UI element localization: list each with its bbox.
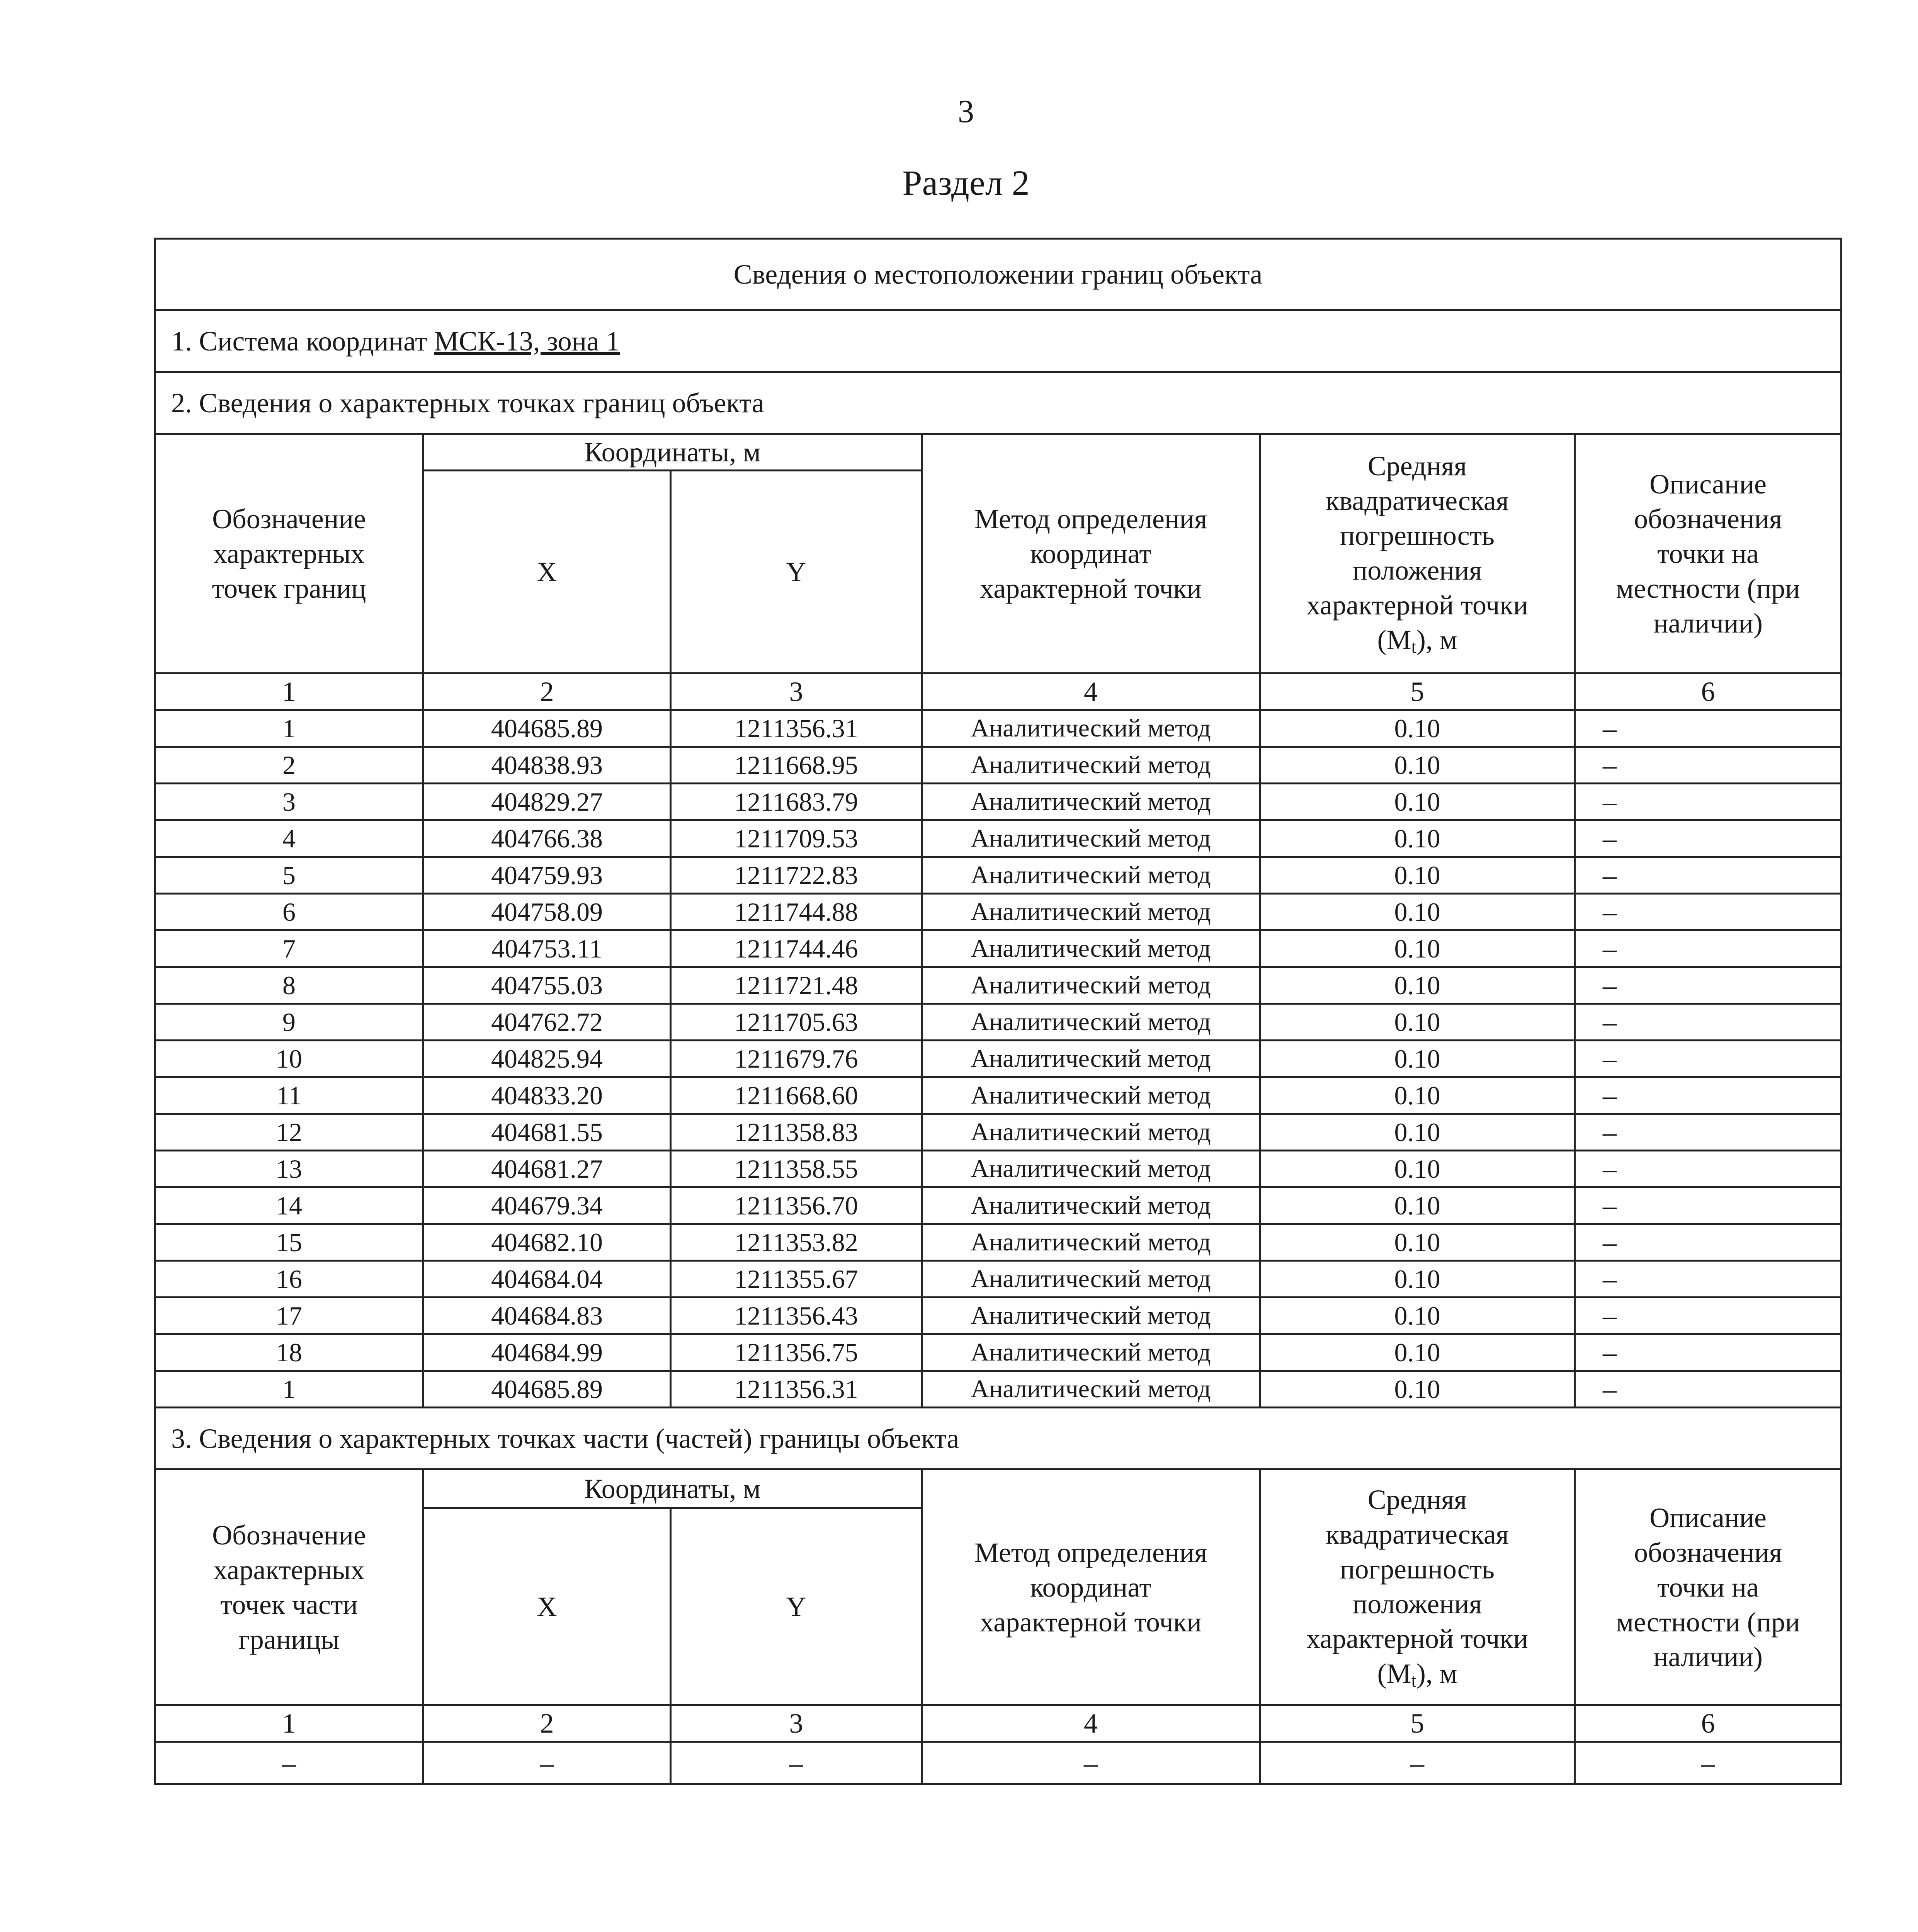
method-cell: Аналитический метод [922,820,1260,857]
method-cell: Аналитический метод [922,1298,1260,1334]
s2-col-error-unit: ), м [1416,624,1457,655]
s3-empty-cell: – [671,1742,922,1784]
x-cell: 404753.11 [423,930,671,967]
table-row [155,784,1841,820]
y-cell: 1211668.60 [671,1077,922,1114]
method-cell: Аналитический метод [922,1151,1260,1187]
point-cell: 1 [155,710,423,747]
method-cell: Аналитический метод [922,1077,1260,1114]
y-cell: 1211668.95 [671,747,922,784]
y-cell: 1211722.83 [671,857,922,894]
s3-column-numbers [155,1705,1841,1742]
coordinate-system [155,310,1841,372]
point-cell: 7 [155,930,423,967]
y-cell: 1211356.70 [671,1187,922,1224]
s3-col-y: Y [671,1508,922,1705]
x-cell: 404684.83 [423,1298,671,1334]
s3-empty-row [155,1742,1841,1784]
y-cell: 1211709.53 [671,820,922,857]
x-cell: 404684.99 [423,1334,671,1371]
description-cell: – [1575,1261,1841,1298]
table-row [155,930,1841,967]
coordinate-system-value: МСК-13, зона 1 [434,325,620,357]
table-row [155,820,1841,857]
s2-column-numbers [155,673,1841,710]
y-cell: 1211721.48 [671,967,922,1004]
description-cell: – [1575,710,1841,747]
y-cell: 1211356.31 [671,710,922,747]
method-cell: Аналитический метод [922,1041,1260,1077]
method-cell: Аналитический метод [922,967,1260,1004]
table-row [155,1077,1841,1114]
description-cell: – [1575,930,1841,967]
error-cell: 0.10 [1260,1004,1575,1041]
x-cell: 404755.03 [423,967,671,1004]
x-cell: 404825.94 [423,1041,671,1077]
error-cell: 0.10 [1260,820,1575,857]
s3-col-error-unit: ), м [1416,1658,1457,1689]
y-cell: 1211356.75 [671,1334,922,1371]
point-cell: 17 [155,1298,423,1334]
y-cell: 1211353.82 [671,1224,922,1261]
s2-col-coordinates: Координаты, м [423,434,922,471]
table-row [155,857,1841,894]
s2-col-method: Метод определения координат характерной точки [922,434,1260,673]
point-cell: 5 [155,857,423,894]
s2-colnum: 3 [671,673,922,710]
y-cell: 1211355.67 [671,1261,922,1298]
y-cell: 1211744.46 [671,930,922,967]
s3-empty-cell: – [423,1742,671,1784]
error-cell: 0.10 [1260,1334,1575,1371]
block-title: Сведения о местоположении границ объекта [155,239,1841,310]
point-cell: 16 [155,1261,423,1298]
description-cell: – [1575,1298,1841,1334]
description-cell: – [1575,1371,1841,1408]
s3-colnum: 1 [155,1705,423,1742]
x-cell: 404829.27 [423,784,671,820]
description-cell: – [1575,1151,1841,1187]
error-cell: 0.10 [1260,747,1575,784]
table-row [155,747,1841,784]
x-cell: 404758.09 [423,894,671,930]
method-cell: Аналитический метод [922,1224,1260,1261]
s2-col-error-text: Средняя квадратическая погрешность положения характерной точки (M [1306,450,1528,655]
description-cell: – [1575,967,1841,1004]
error-cell: 0.10 [1260,1114,1575,1151]
point-cell: 13 [155,1151,423,1187]
description-cell: – [1575,1041,1841,1077]
description-cell: – [1575,894,1841,930]
s3-col-x: X [423,1508,671,1705]
section2-title: 2. Сведения о характерных точках границ объекта [155,372,1841,434]
point-cell: 6 [155,894,423,930]
boundary-table [154,238,1842,1785]
table-row [155,894,1841,930]
point-cell: 1 [155,1371,423,1408]
s3-colnum: 4 [922,1705,1260,1742]
error-cell: 0.10 [1260,1151,1575,1187]
coordinate-system-prefix: 1. Система координат [171,325,434,357]
point-cell: 4 [155,820,423,857]
s2-col-error-sub: t [1411,636,1416,657]
s2-col-x: X [423,471,671,673]
table-row [155,1151,1841,1187]
x-cell: 404685.89 [423,710,671,747]
x-cell: 404766.38 [423,820,671,857]
error-cell: 0.10 [1260,1224,1575,1261]
y-cell: 1211358.55 [671,1151,922,1187]
s3-col-error-text: Средняя квадратическая погрешность положения характерной точки (M [1306,1484,1528,1689]
table-row [155,967,1841,1004]
method-cell: Аналитический метод [922,1187,1260,1224]
point-cell: 8 [155,967,423,1004]
x-cell: 404681.27 [423,1151,671,1187]
s3-empty-cell: – [922,1742,1260,1784]
description-cell: – [1575,784,1841,820]
s2-colnum: 2 [423,673,671,710]
method-cell: Аналитический метод [922,784,1260,820]
s3-empty-cell: – [1575,1742,1841,1784]
method-cell: Аналитический метод [922,857,1260,894]
y-cell: 1211744.88 [671,894,922,930]
x-cell: 404759.93 [423,857,671,894]
s3-col-error [1260,1469,1575,1705]
x-cell: 404684.04 [423,1261,671,1298]
x-cell: 404833.20 [423,1077,671,1114]
y-cell: 1211356.43 [671,1298,922,1334]
y-cell: 1211679.76 [671,1041,922,1077]
description-cell: – [1575,857,1841,894]
s2-colnum: 6 [1575,673,1841,710]
method-cell: Аналитический метод [922,1261,1260,1298]
error-cell: 0.10 [1260,1041,1575,1077]
error-cell: 0.10 [1260,1298,1575,1334]
method-cell: Аналитический метод [922,1004,1260,1041]
error-cell: 0.10 [1260,930,1575,967]
point-cell: 2 [155,747,423,784]
table-row [155,1371,1841,1408]
s3-col-error-sub: t [1411,1670,1416,1691]
point-cell: 12 [155,1114,423,1151]
section3-title: 3. Сведения о характерных точках части (частей) границы объекта [155,1408,1841,1469]
s2-colnum: 1 [155,673,423,710]
point-cell: 11 [155,1077,423,1114]
error-cell: 0.10 [1260,894,1575,930]
point-cell: 9 [155,1004,423,1041]
error-cell: 0.10 [1260,857,1575,894]
s3-colnum: 2 [423,1705,671,1742]
s2-colnum: 4 [922,673,1260,710]
method-cell: Аналитический метод [922,930,1260,967]
s2-col-description: Описание обозначения точки на местности (при наличии) [1575,434,1841,673]
s2-col-y: Y [671,471,922,673]
section-title: Раздел 2 [902,163,1030,202]
page-number: 3 [958,94,974,129]
description-cell: – [1575,1114,1841,1151]
error-cell: 0.10 [1260,1077,1575,1114]
x-cell: 404682.10 [423,1224,671,1261]
s3-empty-cell: – [155,1742,423,1784]
s3-col-coordinates: Координаты, м [423,1469,922,1508]
error-cell: 0.10 [1260,710,1575,747]
description-cell: – [1575,1334,1841,1371]
method-cell: Аналитический метод [922,1334,1260,1371]
y-cell: 1211358.83 [671,1114,922,1151]
point-cell: 10 [155,1041,423,1077]
table-row [155,1298,1841,1334]
table-row [155,1224,1841,1261]
error-cell: 0.10 [1260,784,1575,820]
s2-col-error [1260,434,1575,673]
point-cell: 18 [155,1334,423,1371]
point-cell: 15 [155,1224,423,1261]
s3-empty-cell: – [1260,1742,1575,1784]
method-cell: Аналитический метод [922,710,1260,747]
table-row [155,1114,1841,1151]
x-cell: 404838.93 [423,747,671,784]
s3-colnum: 3 [671,1705,922,1742]
y-cell: 1211705.63 [671,1004,922,1041]
description-cell: – [1575,1224,1841,1261]
description-cell: – [1575,1187,1841,1224]
description-cell: – [1575,1004,1841,1041]
method-cell: Аналитический метод [922,894,1260,930]
description-cell: – [1575,1077,1841,1114]
s2-col-designation: Обозначение характерных точек границ [155,434,423,673]
point-cell: 14 [155,1187,423,1224]
x-cell: 404679.34 [423,1187,671,1224]
s3-colnum: 5 [1260,1705,1575,1742]
table-row [155,1004,1841,1041]
description-cell: – [1575,747,1841,784]
method-cell: Аналитический метод [922,1371,1260,1408]
s3-col-method: Метод определения координат характерной точки [922,1469,1260,1705]
table-row [155,1187,1841,1224]
s3-colnum: 6 [1575,1705,1841,1742]
x-cell: 404685.89 [423,1371,671,1408]
method-cell: Аналитический метод [922,747,1260,784]
s3-col-designation: Обозначение характерных точек части границы [155,1469,423,1705]
point-cell: 3 [155,784,423,820]
s3-col-description: Описание обозначения точки на местности (при наличии) [1575,1469,1841,1705]
method-cell: Аналитический метод [922,1114,1260,1151]
description-cell: – [1575,820,1841,857]
error-cell: 0.10 [1260,1187,1575,1224]
y-cell: 1211356.31 [671,1371,922,1408]
y-cell: 1211683.79 [671,784,922,820]
error-cell: 0.10 [1260,1261,1575,1298]
table-row [155,1261,1841,1298]
s2-colnum: 5 [1260,673,1575,710]
table-row [155,1041,1841,1077]
table-row [155,710,1841,747]
x-cell: 404762.72 [423,1004,671,1041]
error-cell: 0.10 [1260,1371,1575,1408]
table-row [155,1334,1841,1371]
error-cell: 0.10 [1260,967,1575,1004]
x-cell: 404681.55 [423,1114,671,1151]
